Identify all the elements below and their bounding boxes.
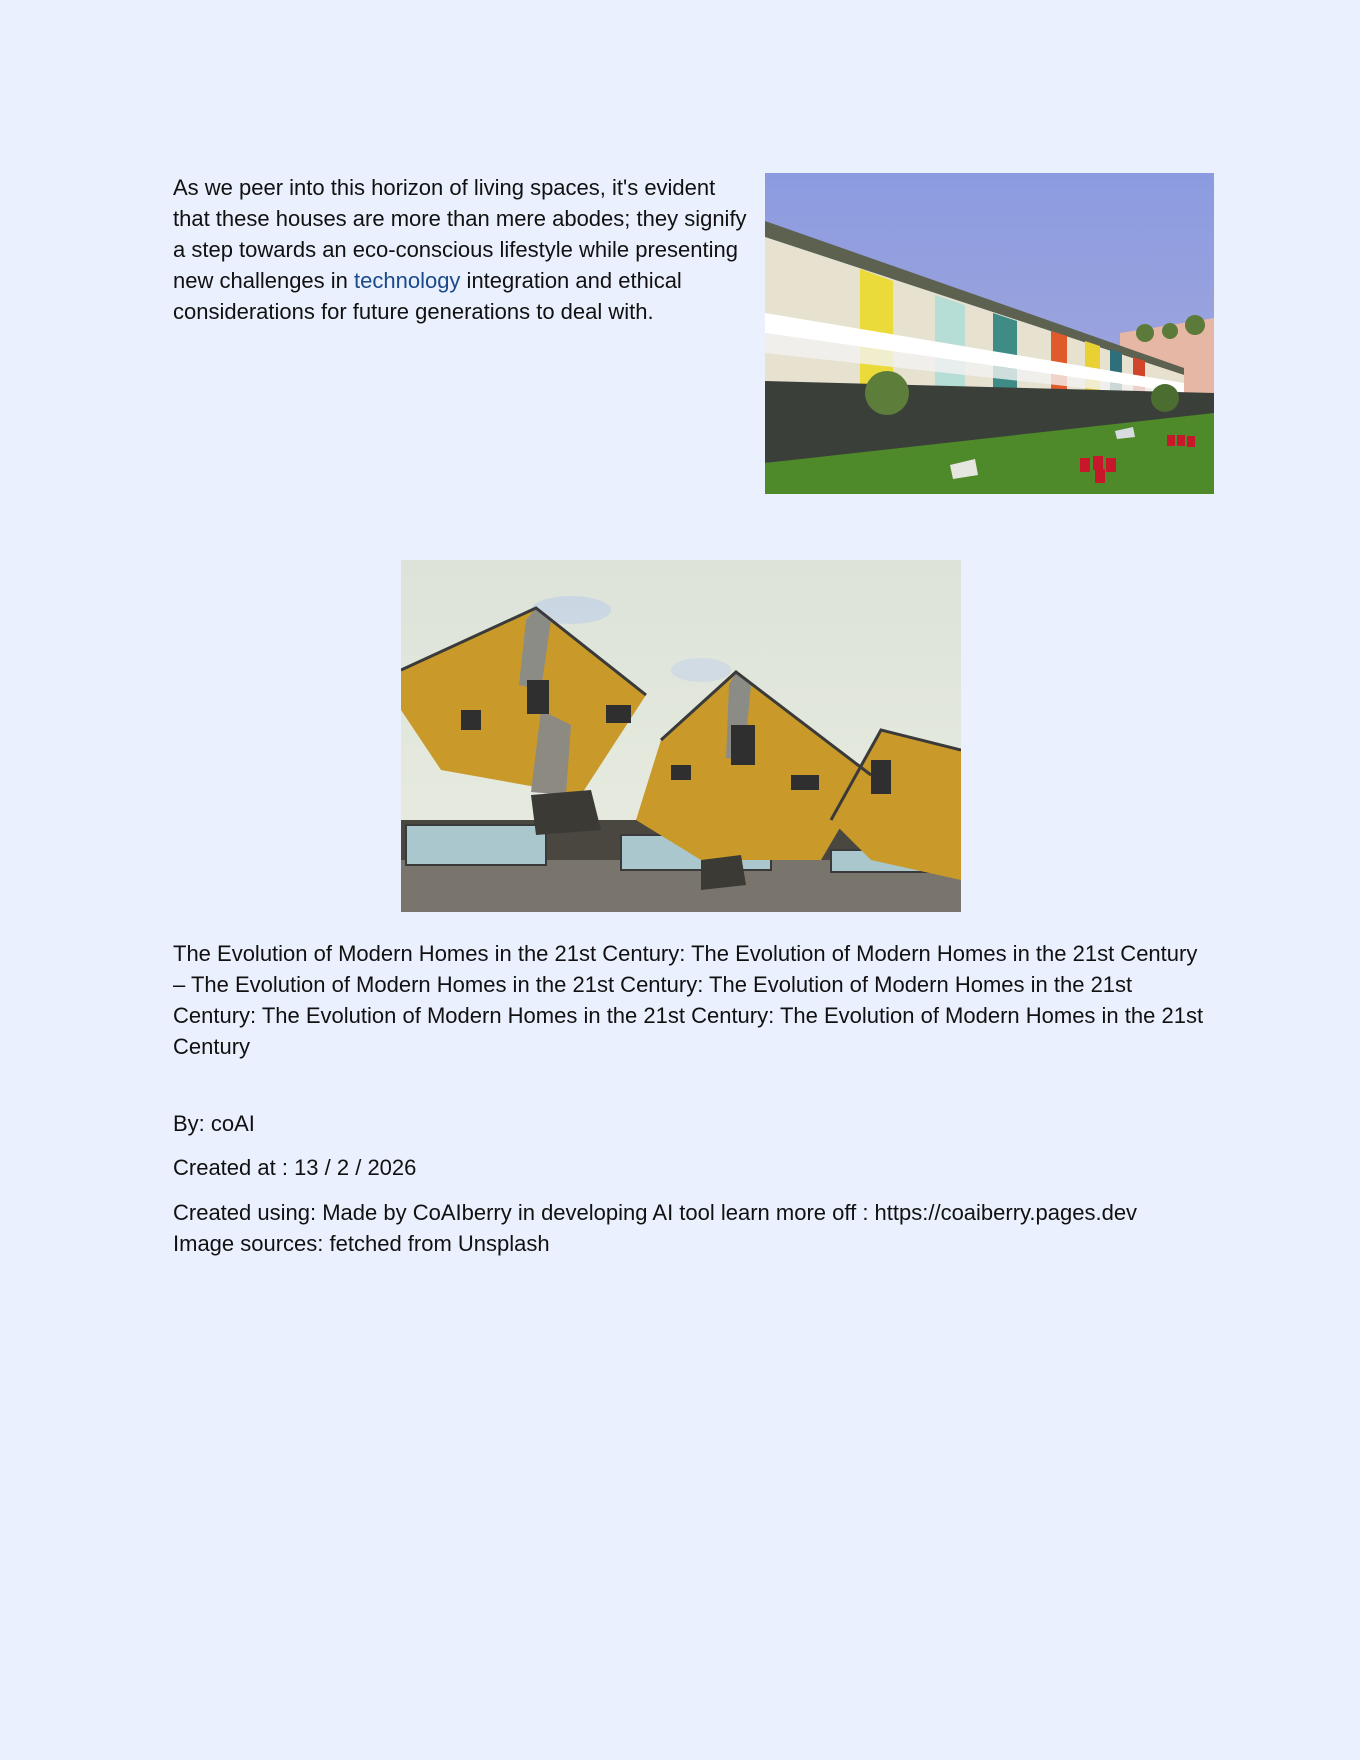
intro-paragraph (173, 172, 758, 327)
intro-section (173, 172, 1214, 494)
image-sources-line: Image sources: fetched from Unsplash (173, 1231, 550, 1256)
credits-block (173, 1197, 1214, 1259)
colorful-apartments-image (765, 173, 1214, 494)
created-date: Created at : 13 / 2 / 2026 (173, 1155, 417, 1180)
article-content (173, 172, 1214, 1256)
created-using-line: Created using: Made by CoAIberry in developing AI tool learn more off : https://coaiberry.pages.dev (173, 1200, 1138, 1225)
intro-text-end: integration and ethical considerations for future generations to deal with. (173, 268, 682, 324)
intro-text-start: As we peer into this horizon of living spaces, it's evident that these houses are more than mere abodes; they signify a step towards an eco-conscious lifestyle while presenting new challenges in (173, 175, 747, 293)
technology-link[interactable]: technology (354, 268, 461, 293)
article-headline: The Evolution of Modern Homes in the 21st Century: The Evolution of Modern Homes in the 21st Century – The Evolution of Modern Homes in the 21st Century: The Evolution of Modern Homes in the 21st Century: The Evolution of Modern Homes in the 21st Century: The Evolution of Modern Homes in the 21st Century (173, 941, 1204, 1059)
cube-houses-image (401, 560, 961, 912)
author-line: By: coAI (173, 1111, 255, 1136)
